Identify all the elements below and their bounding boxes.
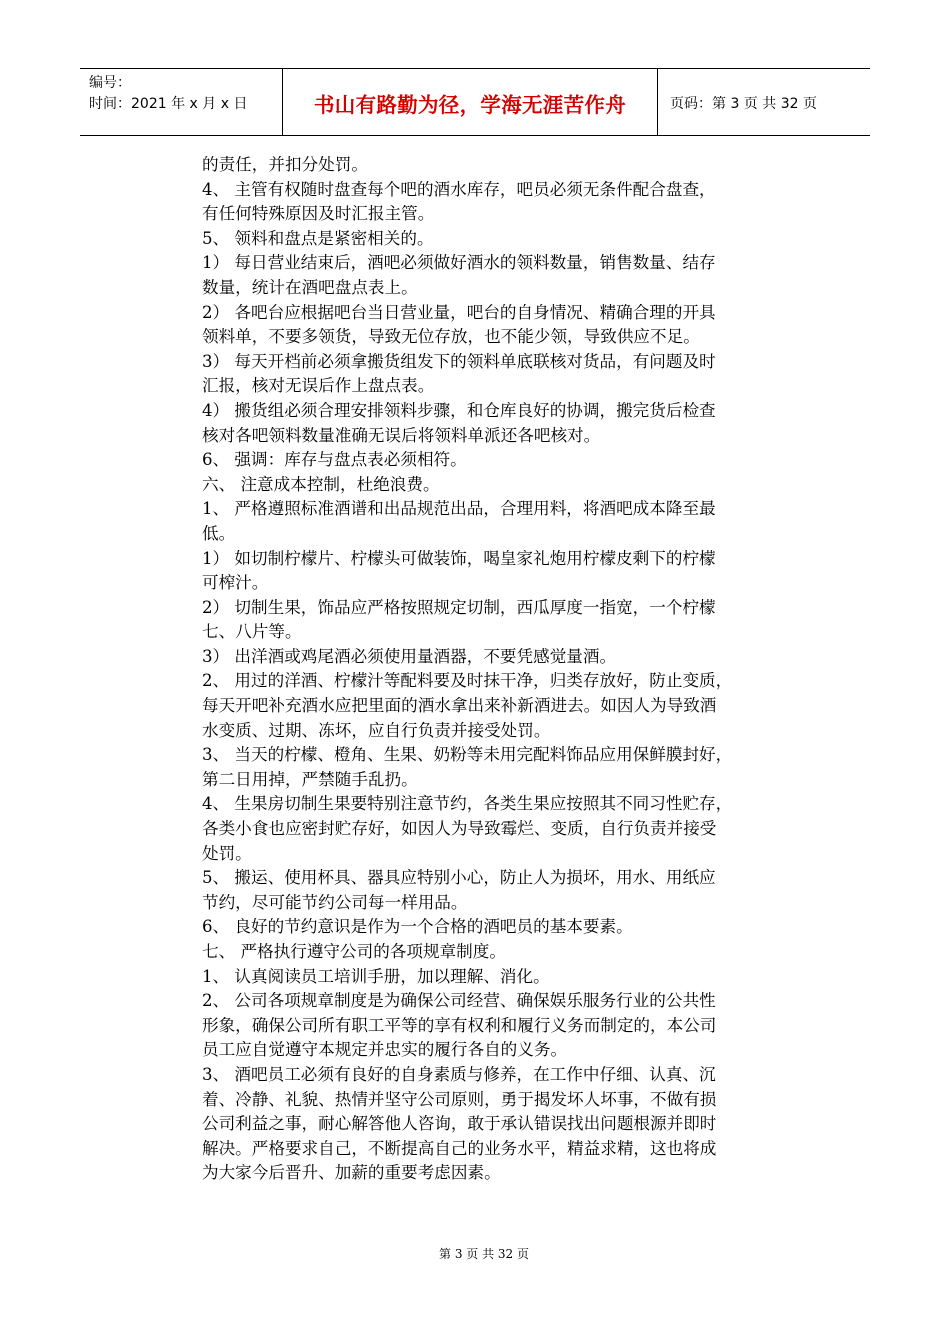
body-line: 的责任，并扣分处罚。 (202, 155, 368, 174)
body-line: 核对各吧领料数量准确无误后将领料单派还各吧核对。 (202, 425, 601, 445)
body-line: 6、 强调：库存与盘点表必须相符。 (202, 450, 467, 470)
body-line: 数量，统计在酒吧盘点表上。 (202, 277, 418, 297)
body-line: 节约，尽可能节约公司每一样用品。 (202, 892, 468, 912)
body-line: 领料单，不要多领货，导致无位存放，也不能少领，导致供应不足。 (202, 327, 700, 347)
section-heading: 七、 严格执行遵守公司的各项规章制度。 (202, 942, 506, 961)
body-line: 低。 (202, 523, 236, 543)
header-page-number: 页码：第 3 页 共 32 页 (670, 96, 817, 112)
body-line: 2、 公司各项规章制度是为确保公司经营、确保娱乐服务行业的公共性 (202, 991, 716, 1011)
body-line: 第二日用掉，严禁随手乱扔。 (202, 769, 418, 789)
body-line: 形象，确保公司所有职工平等的享有权利和履行义务而制定的，本公司 (202, 1015, 717, 1035)
body-line: 1） 如切制柠檬片、柠檬头可做装饰，喝皇家礼炮用柠檬皮剩下的柠檬 (202, 548, 716, 568)
body-line: 每天开吧补充酒水应把里面的酒水拿出来补新酒进去。如因人为导致酒 (202, 696, 717, 716)
body-line: 公司利益之事，耐心解答他人咨询，敢于承认错误找出问题根源并即时 (202, 1114, 717, 1134)
body-line: 5、 领料和盘点是紧密相关的。 (202, 228, 434, 248)
body-line: 着、冷静、礼貌、热情并坚守公司原则，勇于揭发坏人坏事，不做有损 (202, 1089, 717, 1109)
body-line: 1） 每日营业结束后，酒吧必须做好酒水的领料数量，销售数量、结存 (202, 253, 716, 273)
body-line: 3） 每天开档前必须拿搬货组发下的领料单底联核对货品，有问题及时 (202, 351, 716, 371)
section-heading: 六、 注意成本控制，杜绝浪费。 (202, 474, 440, 494)
body-line: 6、 良好的节约意识是作为一个合格的酒吧员的基本要素。 (202, 917, 633, 937)
body-line: 有任何特殊原因及时汇报主管。 (202, 204, 435, 224)
body-line: 处罚。 (202, 843, 252, 863)
body-line: 各类小食也应密封贮存好，如因人为导致霉烂、变质，自行负责并接受 (202, 819, 717, 839)
body-line: 1、 认真阅读员工培训手册，加以理解、消化。 (202, 966, 550, 986)
body-line: 汇报，核对无误后作上盘点表。 (202, 376, 435, 396)
body-line: 可榨汁。 (202, 573, 269, 593)
document-date: 时间：2021 年 x 月 x 日 (89, 96, 248, 112)
body-line: 1、 严格遵照标准酒谱和出品规范出品，合理用料，将酒吧成本降至最 (202, 499, 716, 519)
body-line: 2） 切制生果，饰品应严格按照规定切制，西瓜厚度一指宽，一个柠檬 (202, 597, 716, 617)
header-meta (80, 69, 283, 135)
body-line: 4） 搬货组必须合理安排领料步骤，和仓库良好的协调，搬完货后检查 (202, 400, 716, 420)
page-header (80, 68, 870, 136)
document-body (202, 153, 812, 1186)
body-line: 解决。严格要求自己，不断提高自己的业务水平，精益求精，这也将成 (202, 1138, 717, 1158)
body-line: 2） 各吧台应根据吧台当日营业量，吧台的自身情况、精确合理的开具 (202, 302, 716, 322)
body-line: 3、 酒吧员工必须有良好的自身素质与修养，在工作中仔细、认真、沉 (202, 1064, 716, 1084)
body-line: 3） 出洋酒或鸡尾酒必须使用量酒器，不要凭感觉量酒。 (202, 646, 617, 666)
body-line: 4、 生果房切制生果要特别注意节约，各类生果应按照其不同习性贮存， (202, 794, 733, 814)
body-line: 3、 当天的柠檬、橙角、生果、奶粉等未用完配料饰品应用保鲜膜封好， (202, 745, 733, 765)
body-line: 5、 搬运、使用杯具、器具应特别小心，防止人为损坏，用水、用纸应 (202, 868, 716, 888)
page-footer: 第 3 页 共 32 页 (439, 1247, 529, 1261)
document-number-label: 编号： (89, 75, 131, 91)
body-line: 4、 主管有权随时盘查每个吧的酒水库存，吧员必须无条件配合盘查， (202, 179, 716, 199)
body-line: 2、 用过的洋酒、柠檬汁等配料要及时抹干净，归类存放好，防止变质， (202, 671, 733, 691)
body-line: 水变质、过期、冻坏，应自行负责并接受处罚。 (202, 720, 551, 740)
header-motto: 书山有路勤为径，学海无涯苦作舟 (283, 69, 658, 135)
body-line: 员工应自觉遵守本规定并忠实的履行各自的义务。 (202, 1040, 568, 1060)
body-line: 七、八片等。 (202, 622, 302, 642)
body-line: 为大家今后晋升、加薪的重要考虑因素。 (202, 1163, 501, 1183)
